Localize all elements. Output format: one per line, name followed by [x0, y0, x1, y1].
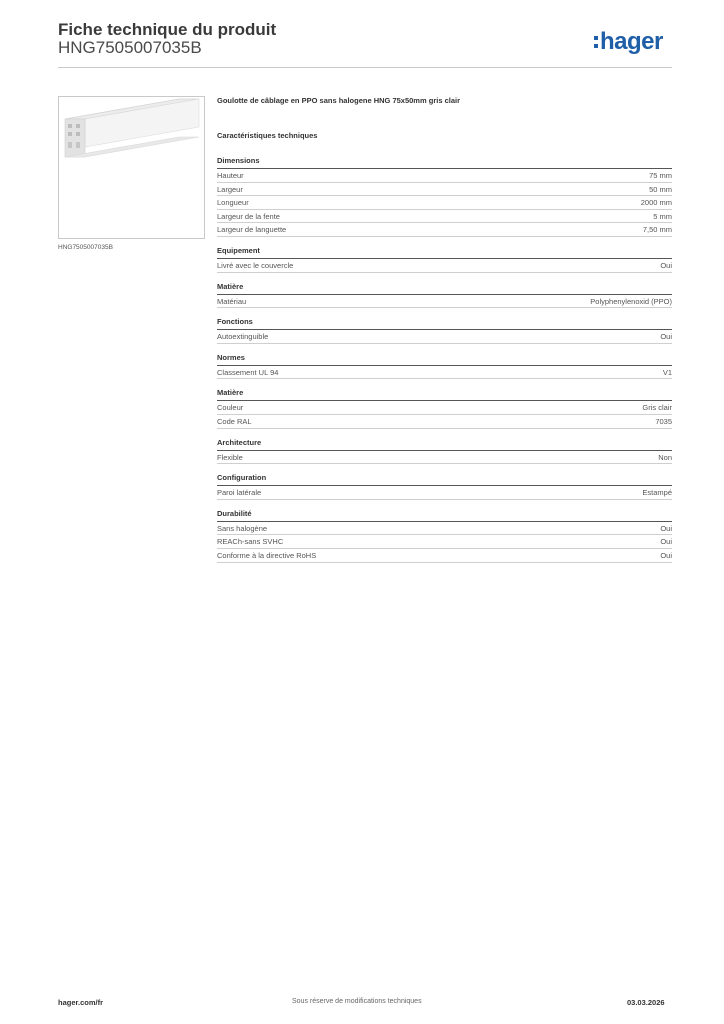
spec-row [217, 196, 672, 210]
spec-row [217, 183, 672, 197]
spec-value: 5 mm [653, 211, 672, 221]
logo-text: hager [600, 28, 663, 55]
spec-content [217, 96, 672, 572]
spec-value: Oui [660, 537, 672, 547]
spec-groups [217, 156, 672, 563]
spec-label: Sans halogène [217, 523, 268, 533]
spec-value: V1 [662, 367, 672, 377]
spec-row [217, 210, 672, 224]
logo-dots [594, 36, 598, 48]
spec-label: Couleur [217, 403, 244, 413]
spec-row [217, 535, 672, 549]
spec-row [217, 330, 672, 344]
spec-group [217, 509, 672, 563]
spec-group [217, 388, 672, 428]
hager-logo [594, 28, 663, 56]
spec-value: 7,50 mm [642, 225, 672, 235]
spec-group [217, 353, 672, 380]
spec-group-title: Durabilité [217, 509, 672, 522]
spec-row [217, 549, 672, 563]
spec-value: 2000 mm [640, 198, 672, 208]
spec-label: Code RAL [217, 416, 252, 426]
spec-label: Largeur de la fente [217, 211, 280, 221]
spec-label: Conforme à la directive RoHS [217, 550, 317, 560]
footer-website: hager.com/fr [58, 998, 104, 1007]
spec-row [217, 486, 672, 500]
spec-label: Paroi latérale [217, 488, 262, 498]
footer-date: 03.03.2026 [627, 998, 665, 1007]
product-image [58, 96, 205, 239]
spec-label: Largeur [217, 184, 243, 194]
footer-disclaimer: Sous réserve de modifications techniques [292, 998, 422, 1005]
spec-row [217, 451, 672, 465]
header-divider [58, 67, 672, 68]
spec-label: Matériau [217, 296, 247, 306]
product-reference: HNG7505007035B [58, 38, 202, 57]
product-description: Goulotte de câblage en PPO sans halogene HNG 75x50mm gris clair [217, 96, 460, 105]
spec-value: 50 mm [649, 184, 672, 194]
spec-label: Largeur de languette [217, 225, 287, 235]
spec-row [217, 223, 672, 237]
spec-label: Livré avec le couvercle [217, 260, 294, 270]
spec-group-title: Dimensions [217, 156, 672, 169]
spec-row [217, 415, 672, 429]
spec-label: Longueur [217, 198, 249, 208]
page-title: Fiche technique du produit [58, 20, 277, 39]
spec-group-title: Architecture [217, 438, 672, 451]
spec-label: Classement UL 94 [217, 367, 279, 377]
spec-value: 75 mm [649, 171, 672, 180]
spec-row [217, 522, 672, 536]
spec-row [217, 295, 672, 309]
spec-group [217, 282, 672, 309]
spec-value: Polyphenylenoxid (PPO) [590, 296, 672, 306]
spec-value: Oui [660, 523, 672, 533]
spec-group-title: Equipement [217, 246, 672, 259]
spec-label: Hauteur [217, 171, 244, 180]
spec-value: Non [658, 452, 672, 462]
spec-value: Estampé [642, 488, 672, 498]
spec-value: Oui [660, 332, 672, 342]
spec-row [217, 169, 672, 183]
spec-group [217, 156, 672, 237]
spec-value: Gris clair [642, 403, 672, 413]
spec-row [217, 259, 672, 273]
spec-value: 7035 [655, 416, 672, 426]
spec-group [217, 246, 672, 273]
spec-group [217, 473, 672, 500]
spec-group-title: Fonctions [217, 317, 672, 330]
cable-duct-illustration [59, 97, 204, 238]
spec-value: Oui [660, 550, 672, 560]
spec-label: REACh-sans SVHC [217, 537, 284, 547]
image-caption: HNG7505007035B [58, 244, 113, 251]
spec-group-title: Configuration [217, 473, 672, 486]
spec-group-title: Matière [217, 388, 672, 401]
spec-label: Autoextinguible [217, 332, 269, 342]
spec-group [217, 317, 672, 344]
spec-value: Oui [660, 260, 672, 270]
characteristics-heading: Caractéristiques techniques [217, 131, 318, 140]
spec-group-title: Matière [217, 282, 672, 295]
spec-group [217, 438, 672, 465]
spec-group-title: Normes [217, 353, 672, 366]
spec-row [217, 401, 672, 415]
spec-label: Flexible [217, 452, 243, 462]
spec-row [217, 366, 672, 380]
